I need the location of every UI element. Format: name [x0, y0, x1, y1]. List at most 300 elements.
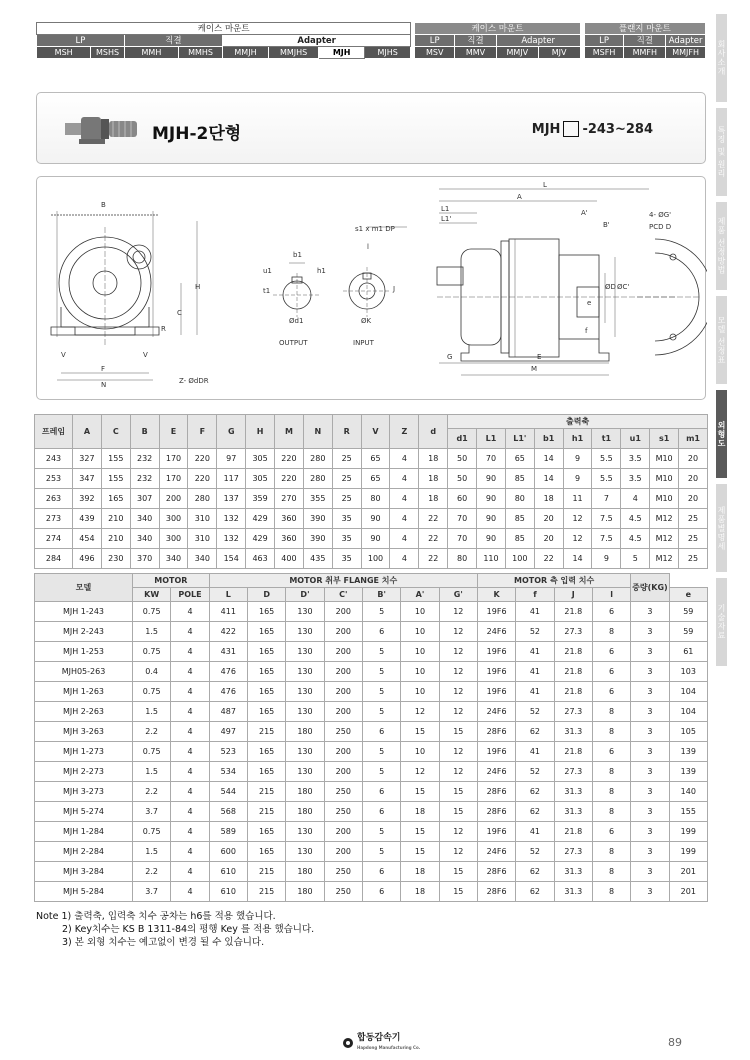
column-header: A': [401, 588, 439, 602]
table-cell: 3: [631, 622, 669, 642]
table-cell: 80: [361, 489, 390, 509]
table-cell: 12: [439, 682, 477, 702]
table-cell: 5: [362, 762, 400, 782]
table-cell: 280: [303, 449, 332, 469]
table-cell: 6: [592, 662, 630, 682]
table-cell: 3: [631, 762, 669, 782]
input-shaft-view: [343, 227, 407, 317]
dim-label-Ap: A': [581, 209, 588, 217]
table-cell: 25: [679, 509, 708, 529]
dim-label-A: A: [517, 193, 522, 201]
column-group-header: 출력축: [448, 415, 708, 429]
table-cell: 220: [275, 449, 304, 469]
nav-model-mjh[interactable]: MJH: [319, 47, 365, 59]
table-cell: 232: [130, 469, 159, 489]
table-cell: 3: [631, 682, 669, 702]
table-cell: 5: [362, 702, 400, 722]
table-cell: 180: [286, 862, 324, 882]
column-header: V: [361, 415, 390, 449]
table-cell: 5: [362, 642, 400, 662]
table-cell: 12: [439, 742, 477, 762]
table-cell: 8: [592, 722, 630, 742]
table-cell: 41: [516, 682, 554, 702]
table-cell: 62: [516, 782, 554, 802]
table-cell: 165: [247, 682, 285, 702]
nav-adapter-f[interactable]: Adapter: [666, 35, 706, 47]
table-row: [35, 842, 708, 862]
table-cell: 3: [631, 602, 669, 622]
table-cell: 90: [477, 489, 506, 509]
dim-label-Cp: ØC': [617, 283, 630, 291]
table-cell: 130: [286, 642, 324, 662]
dim-label-z: Z- ØdDR: [179, 377, 209, 385]
table-cell: 3.5: [621, 449, 650, 469]
table-row: [35, 742, 708, 762]
table-cell: 199: [669, 842, 707, 862]
table-cell: 610: [209, 882, 247, 902]
table-cell: 12: [439, 602, 477, 622]
table-cell: M10: [650, 449, 679, 469]
dim-label-b: B: [101, 201, 106, 209]
table-cell: 429: [246, 529, 275, 549]
column-header: G': [439, 588, 477, 602]
nav-lp[interactable]: LP: [37, 35, 125, 47]
table-cell: 300: [159, 529, 188, 549]
table-cell: 2.2: [133, 862, 171, 882]
table-cell: 199: [669, 822, 707, 842]
dim-label-u1: u1: [263, 267, 272, 275]
table-header-row: [35, 574, 708, 588]
table-cell: 390: [303, 529, 332, 549]
model-code-box: [563, 121, 579, 137]
table-cell: 15: [401, 722, 439, 742]
table-cell: 19F6: [477, 602, 515, 622]
table-cell: M12: [650, 549, 679, 569]
table-cell: 6: [592, 642, 630, 662]
table-cell: 327: [73, 449, 102, 469]
table-cell: 310: [188, 529, 217, 549]
table-cell: 3: [631, 742, 669, 762]
gear-logo-icon: [342, 1037, 354, 1049]
table-cell: 165: [247, 622, 285, 642]
table-cell: 35: [332, 549, 361, 569]
dim-label-L1p: L1': [441, 215, 452, 223]
table-cell: 62: [516, 722, 554, 742]
table-cell: 340: [159, 549, 188, 569]
table-cell: 4: [390, 529, 419, 549]
table-cell: 165: [247, 602, 285, 622]
table-cell: MJH 3-263: [35, 722, 133, 742]
table-cell: 5: [362, 662, 400, 682]
nav-adapter-v[interactable]: Adapter: [496, 35, 580, 47]
output-caption: OUTPUT: [279, 339, 308, 347]
table-cell: 4: [390, 549, 419, 569]
table-cell: 31.3: [554, 802, 592, 822]
nav-flange-mount[interactable]: 플랜지 마운트: [584, 23, 705, 35]
nav-model-msfh[interactable]: MSFH: [584, 47, 624, 59]
column-header: M: [275, 415, 304, 449]
nav-model-mjv[interactable]: MJV: [538, 47, 580, 59]
table-cell: 97: [217, 449, 246, 469]
table-cell: 31.3: [554, 882, 592, 902]
table-cell: 10: [401, 682, 439, 702]
table-cell: 200: [324, 682, 362, 702]
table-cell: 25: [332, 449, 361, 469]
nav-model-mmfh[interactable]: MMFH: [624, 47, 666, 59]
table-cell: 200: [324, 702, 362, 722]
table-cell: 28F6: [477, 782, 515, 802]
table-cell: 3: [631, 862, 669, 882]
table-cell: 155: [669, 802, 707, 822]
table-cell: 284: [35, 549, 73, 569]
column-header: H: [246, 415, 275, 449]
table-cell: 41: [516, 742, 554, 762]
table-cell: 9: [563, 449, 592, 469]
table-cell: 359: [246, 489, 275, 509]
table-cell: 50: [448, 469, 477, 489]
table-cell: 130: [286, 662, 324, 682]
table-cell: MJH 1-253: [35, 642, 133, 662]
flange-end-view: [637, 239, 707, 355]
table-cell: 12: [439, 762, 477, 782]
table-cell: MJH 1-273: [35, 742, 133, 762]
table-cell: 22: [419, 549, 448, 569]
table-cell: 140: [669, 782, 707, 802]
column-header: R: [332, 415, 361, 449]
table-cell: 215: [247, 782, 285, 802]
frame-dimension-table: [34, 414, 708, 569]
table-row: [35, 722, 708, 742]
dim-label-b1: b1: [293, 251, 302, 259]
table-cell: 180: [286, 782, 324, 802]
table-cell: 568: [209, 802, 247, 822]
table-cell: 8: [592, 702, 630, 722]
dim-label-f: F: [101, 365, 106, 373]
table-cell: 6: [592, 742, 630, 762]
table-cell: MJH 1-263: [35, 682, 133, 702]
table-cell: 12: [439, 642, 477, 662]
table-cell: 3: [631, 802, 669, 822]
dim-label-D: ØD: [605, 283, 616, 291]
table-cell: 35: [332, 529, 361, 549]
table-cell: 310: [188, 509, 217, 529]
table-cell: 4: [171, 762, 209, 782]
table-cell: 215: [247, 802, 285, 822]
table-cell: 31.3: [554, 722, 592, 742]
table-cell: 27.3: [554, 702, 592, 722]
table-cell: 8: [592, 782, 630, 802]
table-cell: 8: [592, 802, 630, 822]
dim-label-d1: Ød1: [289, 317, 304, 325]
table-cell: 14: [534, 469, 563, 489]
table-cell: 85: [505, 509, 534, 529]
table-row: [35, 602, 708, 622]
column-header: d: [419, 415, 448, 449]
title-panel: [36, 92, 706, 164]
table-cell: 52: [516, 842, 554, 862]
table-cell: 305: [246, 449, 275, 469]
nav-adapter[interactable]: Adapter: [223, 35, 411, 47]
table-cell: MJH 5-274: [35, 802, 133, 822]
table-cell: 5.5: [592, 449, 621, 469]
column-header: L: [209, 588, 247, 602]
table-cell: 431: [209, 642, 247, 662]
nav-model-mjhs[interactable]: MJHS: [365, 47, 411, 59]
side-tab-outline[interactable]: 외형도: [716, 390, 727, 478]
table-cell: 210: [101, 509, 130, 529]
product-navigation: [36, 22, 706, 59]
table-cell: 28F6: [477, 862, 515, 882]
table-row: [35, 469, 708, 489]
column-header: e: [669, 588, 707, 602]
table-cell: 340: [188, 549, 217, 569]
nav-lp-f[interactable]: LP: [584, 35, 624, 47]
table-cell: 50: [448, 449, 477, 469]
side-tab-features[interactable]: 특징 및 원리: [716, 108, 727, 196]
table-cell: 180: [286, 802, 324, 822]
table-cell: 22: [419, 509, 448, 529]
nav-direct-v[interactable]: 직결: [455, 35, 497, 47]
table-row: [35, 549, 708, 569]
table-cell: 230: [101, 549, 130, 569]
dim-label-k: ØK: [361, 317, 372, 325]
table-cell: M10: [650, 469, 679, 489]
company-subname: Hapdong Manufacturing Co.: [357, 1045, 421, 1050]
table-cell: 220: [188, 469, 217, 489]
table-cell: 243: [35, 449, 73, 469]
table-cell: 4.5: [621, 529, 650, 549]
table-cell: 200: [324, 762, 362, 782]
dim-label-n: N: [101, 381, 107, 389]
table-cell: 534: [209, 762, 247, 782]
table-cell: 8: [592, 862, 630, 882]
dim-label-L1: L1: [441, 205, 450, 213]
table-cell: 139: [669, 742, 707, 762]
column-header: s1: [650, 429, 679, 449]
table-cell: 360: [275, 529, 304, 549]
table-cell: 22: [419, 529, 448, 549]
table-cell: 4: [171, 682, 209, 702]
table-cell: 41: [516, 602, 554, 622]
output-shaft-view: [273, 263, 321, 317]
table-row: [35, 682, 708, 702]
table-cell: 132: [217, 529, 246, 549]
dim-label-pcd: PCD D: [649, 223, 672, 231]
nav-model-mmjv[interactable]: MMJV: [496, 47, 538, 59]
table-cell: 487: [209, 702, 247, 722]
table-cell: MJH05-263: [35, 662, 133, 682]
table-cell: 3: [631, 822, 669, 842]
nav-model-mmv[interactable]: MMV: [455, 47, 497, 59]
table-cell: 220: [188, 449, 217, 469]
table-cell: 130: [286, 842, 324, 862]
table-cell: 52: [516, 702, 554, 722]
column-header: KW: [133, 588, 171, 602]
table-cell: MJH 3-284: [35, 862, 133, 882]
column-header: K: [477, 588, 515, 602]
table-cell: 18: [401, 862, 439, 882]
column-header: C: [101, 415, 130, 449]
table-cell: 15: [401, 842, 439, 862]
table-cell: 5: [621, 549, 650, 569]
table-cell: 10: [401, 622, 439, 642]
table-cell: 4: [171, 602, 209, 622]
table-cell: 8: [592, 762, 630, 782]
column-header: t1: [592, 429, 621, 449]
table-cell: 8: [592, 842, 630, 862]
table-cell: 8: [592, 882, 630, 902]
table-cell: 435: [303, 549, 332, 569]
dim-label-M: M: [531, 365, 538, 373]
table-cell: 21.8: [554, 742, 592, 762]
table-cell: 463: [246, 549, 275, 569]
column-group-header: MOTOR 측 입력 치수: [477, 574, 630, 588]
column-header: Z: [390, 415, 419, 449]
table-cell: 10: [401, 742, 439, 762]
table-cell: 59: [669, 622, 707, 642]
table-cell: 610: [209, 862, 247, 882]
table-cell: 429: [246, 509, 275, 529]
side-tab-selection[interactable]: 제품 선정방법: [716, 202, 727, 290]
table-cell: 300: [159, 509, 188, 529]
column-header: l: [592, 588, 630, 602]
table-cell: 12: [439, 622, 477, 642]
dim-label-G: G: [447, 353, 453, 361]
input-caption: INPUT: [353, 339, 374, 347]
table-cell: 130: [286, 682, 324, 702]
table-cell: 41: [516, 662, 554, 682]
nav-model-mmjfh[interactable]: MMJFH: [666, 47, 706, 59]
column-header: 중량(KG): [631, 574, 669, 602]
nav-model-mmjhs[interactable]: MMJHS: [269, 47, 319, 59]
table-cell: 340: [130, 529, 159, 549]
table-cell: M10: [650, 489, 679, 509]
table-cell: 496: [73, 549, 102, 569]
table-cell: 274: [35, 529, 73, 549]
table-row: [35, 702, 708, 722]
table-cell: 10: [401, 642, 439, 662]
nav-case-mount[interactable]: 케이스 마운트: [37, 23, 411, 35]
table-row: [35, 642, 708, 662]
column-header: C': [324, 588, 362, 602]
table-cell: 347: [73, 469, 102, 489]
side-tab-tech[interactable]: 기술자료: [716, 578, 727, 666]
table-cell: MJH 1-284: [35, 822, 133, 842]
column-header: 프레임: [35, 415, 73, 449]
table-row: [35, 822, 708, 842]
model-code-prefix: MJH: [531, 121, 561, 137]
table-cell: 273: [35, 509, 73, 529]
table-cell: 19F6: [477, 642, 515, 662]
nav-lp-v[interactable]: LP: [415, 35, 455, 47]
table-cell: 65: [361, 449, 390, 469]
table-cell: 105: [669, 722, 707, 742]
column-header: POLE: [171, 588, 209, 602]
table-cell: 62: [516, 882, 554, 902]
column-header: J: [554, 588, 592, 602]
table-cell: 5: [362, 682, 400, 702]
nav-model-mmh[interactable]: MMH: [124, 47, 178, 59]
table-cell: 210: [101, 529, 130, 549]
table-cell: 220: [275, 469, 304, 489]
table-cell: 0.75: [133, 642, 171, 662]
table-cell: 10: [401, 602, 439, 622]
table-cell: 200: [324, 642, 362, 662]
nav-model-msh[interactable]: MSH: [37, 47, 91, 59]
nav-model-msv[interactable]: MSV: [415, 47, 455, 59]
table-cell: 5: [362, 742, 400, 762]
table-cell: 3: [631, 722, 669, 742]
table-cell: 201: [669, 882, 707, 902]
table-cell: 392: [73, 489, 102, 509]
table-cell: 31.3: [554, 862, 592, 882]
table-cell: 41: [516, 642, 554, 662]
column-header: D': [286, 588, 324, 602]
table-row: [35, 489, 708, 509]
nav-model-mshs[interactable]: MSHS: [91, 47, 124, 59]
table-cell: 6: [362, 862, 400, 882]
table-cell: 3: [631, 642, 669, 662]
table-cell: 15: [439, 722, 477, 742]
table-cell: 6: [362, 782, 400, 802]
outline-drawing: [36, 176, 706, 400]
table-cell: 90: [361, 529, 390, 549]
dim-label-s1: s1 x m1 DP: [355, 225, 395, 233]
nav-direct-f[interactable]: 직결: [624, 35, 666, 47]
table-cell: 3.7: [133, 802, 171, 822]
side-tab-spec[interactable]: 제품별명세: [716, 484, 727, 572]
table-cell: 35: [332, 509, 361, 529]
note-3: 3) 본 외형 치수는 예고없이 변경 될 수 있습니다.: [62, 937, 265, 948]
table-header-row: [35, 415, 708, 429]
nav-direct[interactable]: 직결: [124, 35, 222, 47]
table-cell: 200: [324, 602, 362, 622]
table-cell: 589: [209, 822, 247, 842]
company-logo: [342, 1034, 420, 1052]
dim-label-c: C: [177, 309, 182, 317]
nav-model-mmjh[interactable]: MMJH: [223, 47, 269, 59]
dim-label-v-right: V: [143, 351, 148, 359]
table-row: [35, 509, 708, 529]
table-cell: 200: [324, 622, 362, 642]
table-cell: 360: [275, 509, 304, 529]
side-tab-model-table[interactable]: 모델 선정표: [716, 296, 727, 384]
table-cell: 400: [275, 549, 304, 569]
nav-model-mmhs[interactable]: MMHS: [179, 47, 223, 59]
table-cell: 18: [401, 882, 439, 902]
table-cell: 3: [631, 702, 669, 722]
table-cell: 280: [303, 469, 332, 489]
table-cell: 170: [159, 449, 188, 469]
column-header: f: [516, 588, 554, 602]
notes: [36, 910, 314, 949]
table-cell: 600: [209, 842, 247, 862]
table-cell: 85: [505, 529, 534, 549]
table-cell: 165: [247, 842, 285, 862]
dim-label-j: J: [393, 285, 396, 293]
table-cell: 201: [669, 862, 707, 882]
table-cell: 3: [631, 842, 669, 862]
table-cell: 25: [332, 489, 361, 509]
table-cell: 28F6: [477, 882, 515, 902]
nav-case-mount-vertical[interactable]: 케이스 마운트: [415, 23, 580, 35]
table-cell: 25: [332, 469, 361, 489]
table-cell: 305: [246, 469, 275, 489]
table-cell: 62: [516, 862, 554, 882]
side-tab-company[interactable]: 회사소개: [716, 14, 727, 102]
table-cell: 250: [324, 722, 362, 742]
table-row: [35, 529, 708, 549]
